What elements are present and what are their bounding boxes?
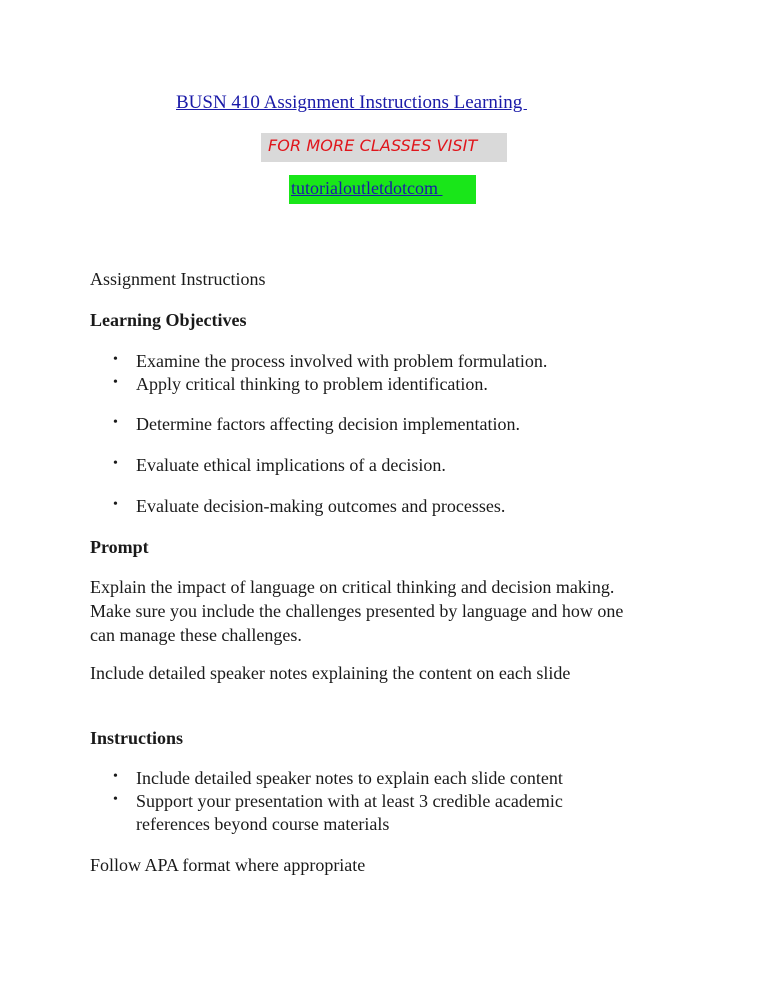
bullet-icon: •: [113, 352, 118, 367]
list-item: Apply critical thinking to problem identification.: [136, 374, 488, 394]
site-link[interactable]: tutorialoutletdotcom: [291, 178, 443, 198]
list-item: Include detailed speaker notes to explain each slide content: [136, 768, 563, 788]
list-item-continuation: references beyond course materials: [136, 814, 390, 834]
prompt-note: Include detailed speaker notes explaining the content on each slide: [90, 663, 571, 683]
learning-objectives-heading: Learning Objectives: [90, 310, 247, 330]
instructions-heading: Instructions: [90, 728, 184, 748]
bullet-icon: •: [113, 792, 118, 807]
list-item: Examine the process involved with problem formulation.: [136, 351, 548, 371]
list-item: Determine factors affecting decision implementation.: [136, 414, 521, 434]
bullet-icon: •: [113, 497, 118, 512]
title-link[interactable]: BUSN 410 Assignment Instructions Learning: [176, 92, 527, 113]
bullet-icon: •: [113, 415, 118, 430]
list-item: Support your presentation with at least 3 credible academic: [136, 791, 563, 811]
bullet-icon: •: [113, 456, 118, 471]
prompt-heading: Prompt: [90, 537, 149, 557]
intro-text: Assignment Instructions: [90, 269, 266, 289]
prompt-paragraph: Explain the impact of language on critical thinking and decision making. Make sure you include the challenges presented by language and how one can manage these challenges.: [90, 577, 624, 645]
bullet-icon: •: [113, 375, 118, 390]
list-item: Evaluate ethical implications of a decision.: [136, 455, 446, 475]
list-item: Evaluate decision-making outcomes and processes.: [136, 496, 506, 516]
footer-note: Follow APA format where appropriate: [90, 855, 366, 875]
promo-text: FOR MORE CLASSES VISIT: [268, 136, 478, 155]
bullet-icon: •: [113, 769, 118, 784]
